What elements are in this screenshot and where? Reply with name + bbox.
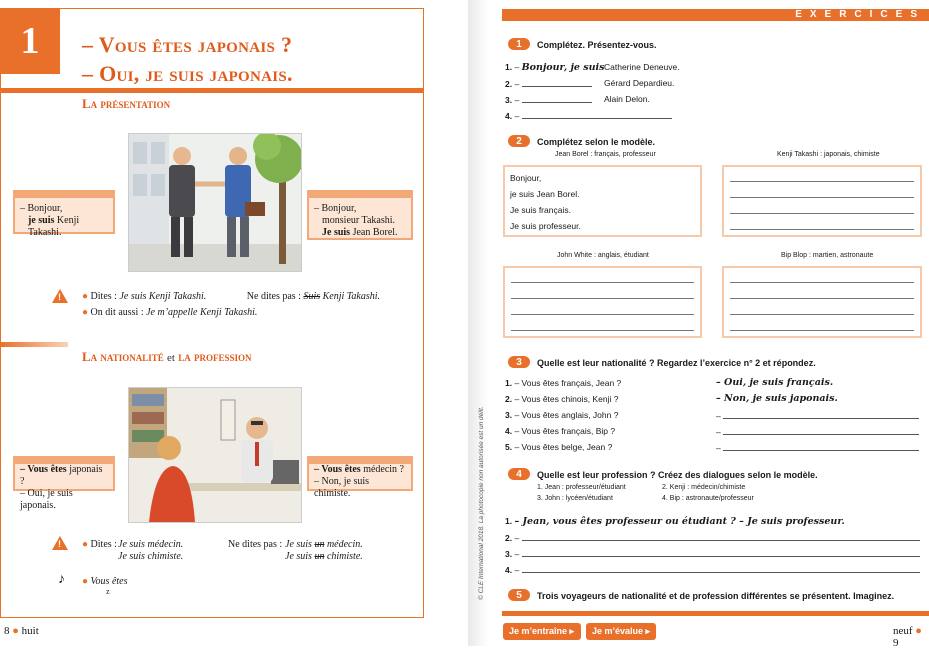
cue: 2. Kenji : médecin/chimiste — [662, 484, 746, 491]
bullet-icon: ● — [82, 539, 89, 550]
ex4-row[interactable] — [505, 532, 920, 543]
bubble-line: – Oui, je suis japonais. — [20, 488, 73, 511]
ex3-row — [505, 394, 618, 404]
bubble-line: – Bonjour, — [314, 203, 357, 214]
bubble-text: Jean Borel. — [350, 227, 398, 238]
answer-row[interactable] — [716, 410, 919, 421]
question-text: – Vous êtes belge, Jean ? — [514, 442, 613, 452]
row-dash: – — [514, 79, 520, 89]
row-dash: – — [716, 443, 721, 453]
note-profession — [82, 538, 422, 568]
row-number: 3. — [505, 549, 513, 559]
bubble-line: monsieur Takashi. — [322, 215, 395, 226]
bubble-nationality — [13, 456, 115, 511]
row-dash: – — [514, 565, 520, 575]
exercises-title: EXERCICES — [795, 9, 925, 20]
note-ne-dites-text: Je suis — [285, 551, 315, 562]
answer-blank[interactable] — [522, 94, 592, 103]
liaison-note — [82, 575, 128, 596]
row-number: 1. — [505, 516, 513, 526]
note-dites-label: Dites : — [90, 291, 117, 302]
note-ne-dites-label: Ne dites pas : — [228, 539, 283, 550]
row-dash: – — [716, 411, 721, 421]
ex4-row[interactable] — [505, 548, 920, 559]
card-line: je suis Jean Borel. — [510, 189, 580, 199]
page-number-right — [893, 625, 929, 649]
page-word: neuf — [893, 625, 913, 637]
row-number: 2. — [505, 394, 513, 404]
bubble-text: Kenji Takashi. — [28, 215, 80, 238]
note-struck-word: un — [314, 551, 325, 562]
bubble-line: – Non, je suis chimiste. — [314, 476, 369, 499]
bullet-icon: ● — [82, 291, 89, 302]
ex1-row — [505, 78, 592, 89]
answer-blank[interactable] — [522, 110, 672, 119]
section-rule — [0, 88, 424, 93]
ex4-row[interactable] — [505, 564, 920, 575]
row-dash: – — [514, 95, 520, 105]
bubble-header-bar — [309, 458, 411, 464]
bubble-bold: – Vous êtes — [20, 464, 67, 475]
card-jean-borel — [503, 165, 702, 237]
ex1-name: Gérard Depardieu. — [604, 78, 675, 88]
answer-blank[interactable] — [723, 426, 919, 435]
section-rule — [0, 342, 68, 347]
card-label: Bip Blop : martien, astronaute — [781, 252, 874, 259]
writing-line — [730, 213, 914, 214]
handwritten-answer: – Jean, vous êtes professeur ou étudiant ? – Je suis professeur. — [514, 516, 845, 527]
copyright-notice: © CLE International 2018. La photocopie non autorisée est un délit. — [478, 406, 485, 600]
exercise-4-title: Quelle est leur profession ? Créez des dialogues selon le modèle. — [537, 470, 818, 480]
note-struck-word: Suis — [303, 291, 321, 302]
row-dash: – — [514, 111, 520, 121]
question-text: – Vous êtes français, Bip ? — [514, 426, 616, 436]
answer-blank[interactable] — [522, 564, 920, 573]
question-text: – Vous êtes français, Jean ? — [514, 378, 622, 388]
note-ne-dites-label: Ne dites pas : — [246, 291, 301, 302]
answer-blank[interactable] — [522, 548, 920, 557]
exercise-badge-5: 5 — [508, 589, 530, 601]
note-dites-label: Dites : — [90, 539, 117, 550]
note-dites-text: Je suis chimiste. — [118, 551, 184, 562]
card-line: Je suis professeur. — [510, 221, 581, 231]
handshake-illustration — [128, 133, 302, 272]
dot-icon: ● — [915, 625, 922, 637]
liaison-text: Vous êtes — [90, 576, 128, 587]
answer-blank[interactable] — [723, 410, 919, 419]
bubble-bold: Je suis — [322, 227, 351, 238]
bubble-bold: je suis — [28, 215, 55, 226]
answer-blank[interactable] — [723, 442, 919, 451]
ex1-row — [505, 110, 672, 121]
writing-line — [511, 282, 694, 283]
note-struck-word: un — [314, 539, 325, 550]
page-num: 9 — [893, 637, 899, 649]
cue: 4. Bip : astronaute/professeur — [662, 495, 754, 502]
card-label: Jean Borel : français, professeur — [555, 151, 656, 158]
section-part: La nationalité — [82, 349, 164, 364]
answer-blank[interactable] — [522, 78, 592, 87]
row-number: 1. — [505, 378, 513, 388]
row-number: 1. — [505, 62, 513, 72]
office-illustration — [128, 387, 302, 523]
exercise-badge-3: 3 — [508, 356, 530, 368]
exercise-badge-4: 4 — [508, 468, 530, 480]
row-number: 4. — [505, 111, 513, 121]
writing-line — [730, 314, 914, 315]
row-dash: – — [514, 533, 520, 543]
liaison-z: z — [106, 587, 110, 596]
ex4-row — [505, 516, 845, 527]
note-dites-text: Je suis Kenji Takashi. — [119, 291, 207, 302]
practice-button[interactable]: Je m’entraîne ▸ — [503, 623, 581, 640]
section-presentation: La présentation — [82, 96, 171, 111]
cue: 3. John : lycéen/étudiant — [537, 495, 613, 502]
note-ne-dites-text: médecin. — [324, 539, 363, 550]
ex1-row — [505, 94, 592, 105]
question-text: – Vous êtes chinois, Kenji ? — [514, 394, 619, 404]
bubble-jean-intro — [307, 190, 413, 240]
row-number: 5. — [505, 442, 513, 452]
row-dash: – — [514, 62, 520, 72]
row-number: 4. — [505, 565, 513, 575]
ex3-row — [505, 426, 615, 436]
left-page — [0, 0, 440, 646]
note-on-dit-label: On dit aussi : — [90, 307, 144, 318]
writing-line — [730, 282, 914, 283]
note-ne-dites-text: Kenji Takashi. — [320, 291, 381, 302]
card-label: Kenji Takashi : japonais, chimiste — [777, 151, 880, 158]
answer-blank[interactable] — [522, 532, 920, 541]
bubble-header-bar — [15, 192, 113, 198]
handwritten-answer: Bonjour, je suis — [521, 62, 605, 73]
ex3-row — [505, 442, 612, 452]
writing-line — [730, 298, 914, 299]
handshake-drawing — [129, 134, 301, 271]
note-on-dit-text: Je m’appelle Kenji Takashi. — [146, 307, 258, 318]
answer-row[interactable] — [716, 426, 919, 437]
writing-line — [730, 330, 914, 331]
card-line: Bonjour, — [510, 173, 542, 183]
cue: 1. Jean : professeur/étudiant — [537, 484, 626, 491]
card-bip-blop[interactable] — [722, 266, 922, 338]
card-line: Je suis français. — [510, 205, 571, 215]
card-john-white[interactable] — [503, 266, 702, 338]
page-word: huit — [21, 625, 39, 637]
dot-icon: ● — [12, 625, 19, 637]
bubble-profession — [307, 456, 413, 499]
note-presentation — [82, 290, 412, 320]
writing-line — [511, 330, 694, 331]
lesson-title-line1: – Vous êtes japonais ? — [82, 32, 293, 57]
exercise-5-title: Trois voyageurs de nationalité et de profession différentes se présentent. Imaginez. — [537, 591, 895, 601]
bottom-rule — [502, 611, 929, 616]
bubble-kenji-intro — [13, 190, 115, 238]
exercise-badge-1: 1 — [508, 38, 530, 50]
exercises-header — [502, 9, 929, 21]
ex1-row — [505, 62, 604, 73]
self-assess-button[interactable]: Je m’évalue ▸ — [586, 623, 656, 640]
section-nationality-profession — [82, 349, 252, 365]
ex3-row — [505, 378, 621, 388]
note-dites-text: Je suis médecin. — [118, 539, 184, 550]
warning-icon — [52, 289, 68, 303]
ex1-name: Alain Delon. — [604, 94, 650, 104]
exercise-3-title: Quelle est leur nationalité ? Regardez l’exercice n° 2 et répondez. — [537, 358, 816, 368]
ex1-name: Catherine Deneuve. — [604, 62, 680, 72]
writing-line — [511, 298, 694, 299]
row-number: 4. — [505, 426, 513, 436]
lesson-number: 1 — [0, 8, 60, 74]
bubble-bold: – Vous êtes — [314, 464, 361, 475]
handwritten-answer: – Non, je suis japonais. — [716, 393, 838, 404]
answer-row[interactable] — [716, 442, 919, 453]
note-ne-dites-text: Je suis — [285, 539, 315, 550]
row-dash: – — [514, 549, 520, 559]
row-number: 3. — [505, 95, 513, 105]
card-label: John White : anglais, étudiant — [557, 252, 649, 259]
writing-line — [730, 181, 914, 182]
bubble-text: japonais ? — [20, 464, 103, 487]
exercise-1-title: Complétez. Présentez-vous. — [537, 40, 657, 50]
row-number: 2. — [505, 533, 513, 543]
row-dash: – — [716, 427, 721, 437]
exercise-2-title: Complétez selon le modèle. — [537, 137, 656, 147]
warning-icon — [52, 536, 68, 550]
lesson-title-line2: – Oui, je suis japonais. — [82, 61, 293, 86]
page-num: 8 — [4, 625, 10, 637]
writing-line — [730, 197, 914, 198]
exercise-badge-2: 2 — [508, 135, 530, 147]
bubble-line: – Bonjour, — [20, 203, 63, 214]
bubble-header-bar — [309, 192, 411, 198]
section-connector: et — [167, 352, 175, 364]
music-note-icon: ♪ — [58, 570, 65, 586]
card-kenji-takashi[interactable] — [722, 165, 922, 237]
writing-line — [730, 229, 914, 230]
office-drawing — [129, 388, 301, 522]
handwritten-answer: – Oui, je suis français. — [716, 377, 834, 388]
bubble-text: médecin ? — [360, 464, 404, 475]
question-text: – Vous êtes anglais, John ? — [514, 410, 619, 420]
section-part: la profession — [178, 349, 252, 364]
note-ne-dites-text: chimiste. — [324, 551, 363, 562]
page-number-left — [4, 625, 39, 637]
row-number: 3. — [505, 410, 513, 420]
bubble-header-bar — [15, 458, 113, 464]
bullet-icon: ● — [82, 576, 89, 587]
row-number: 2. — [505, 79, 513, 89]
bullet-icon: ● — [82, 307, 89, 318]
ex3-row — [505, 410, 618, 420]
writing-line — [511, 314, 694, 315]
